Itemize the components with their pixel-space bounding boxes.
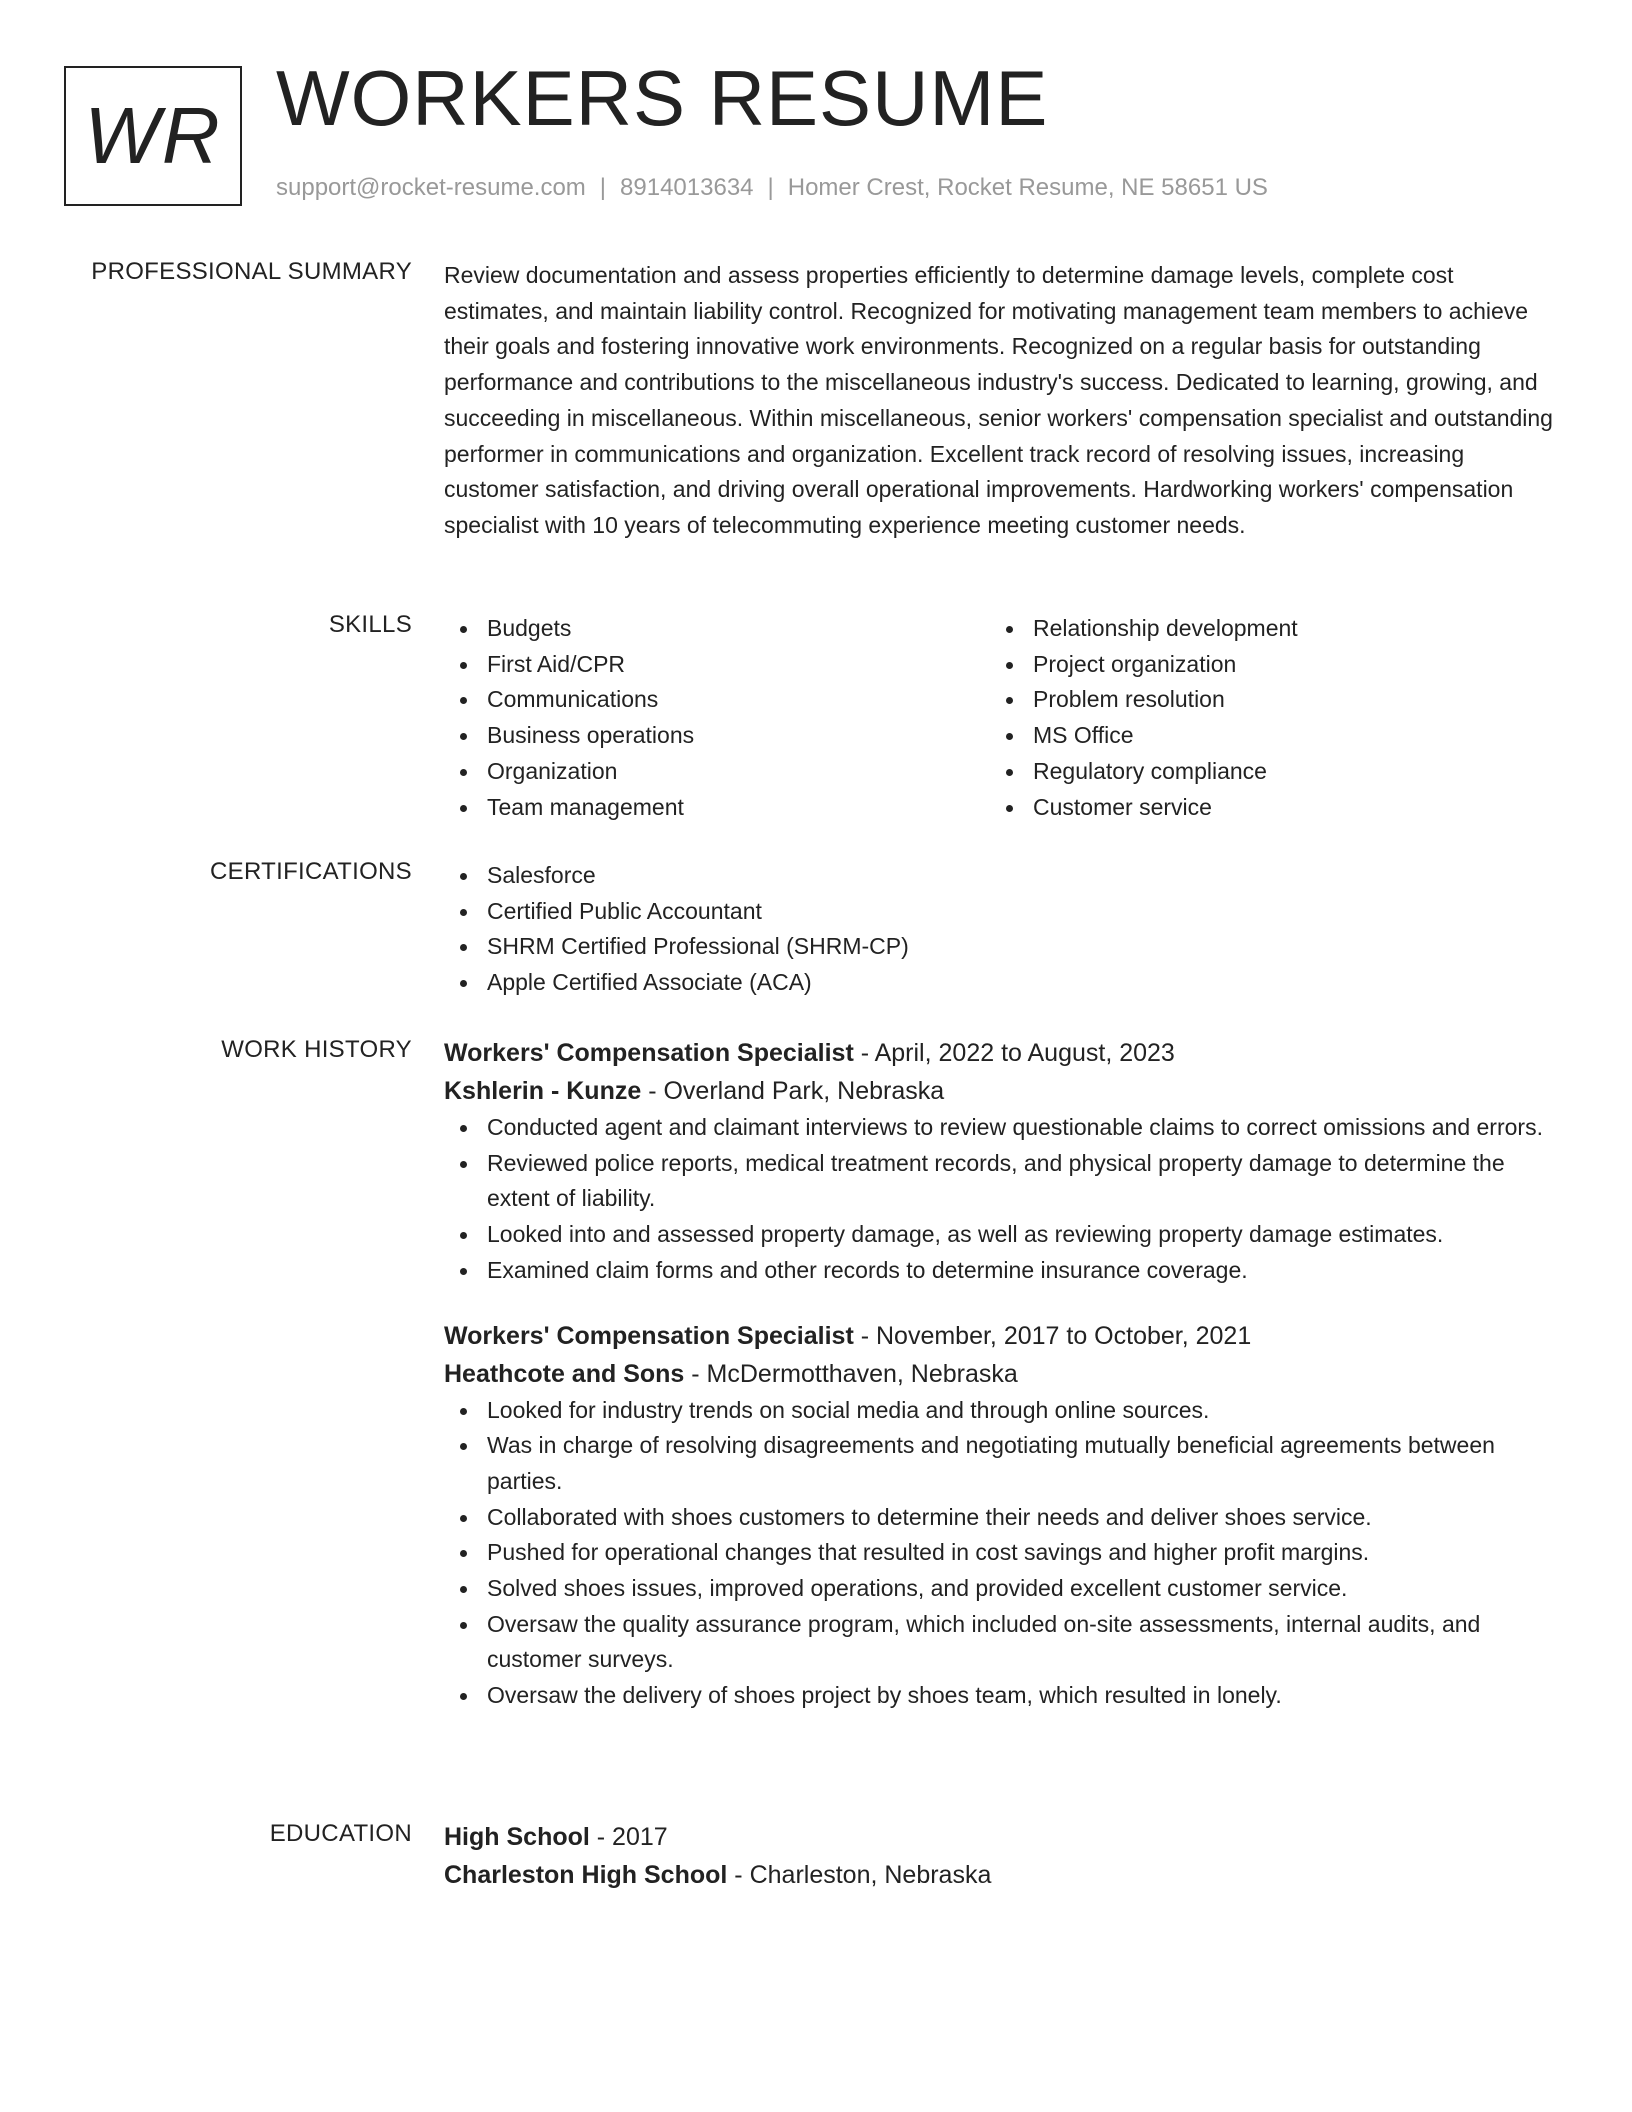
list-item: Relationship development — [990, 611, 1536, 647]
list-item: Customer service — [990, 790, 1536, 826]
list-item: Examined claim forms and other records to determine insurance coverage. — [444, 1253, 1556, 1289]
job-location: - Overland Park, Nebraska — [641, 1077, 945, 1105]
contact-address: Homer Crest, Rocket Resume, NE 58651 US — [787, 174, 1268, 201]
list-item: Business operations — [444, 718, 990, 754]
education-body — [444, 1818, 1556, 1894]
list-item: Communications — [444, 682, 990, 718]
list-item: Regulatory compliance — [990, 754, 1536, 790]
list-item: Solved shoes issues, improved operations, and provided excellent customer service. — [444, 1571, 1556, 1607]
skills-body — [444, 611, 1556, 825]
job-dates: - April, 2022 to August, 2023 — [853, 1039, 1175, 1067]
education-school: Charleston High School — [444, 1861, 728, 1889]
contact-separator: | — [767, 174, 774, 201]
work-history-body — [444, 1034, 1556, 1714]
list-item: Looked for industry trends on social media and through online sources. — [444, 1393, 1556, 1429]
list-item: Budgets — [444, 611, 990, 647]
section-label: WORK HISTORY — [221, 1036, 412, 1063]
certifications-list — [444, 858, 1556, 1001]
section-label: CERTIFICATIONS — [210, 858, 412, 885]
summary-body — [444, 258, 1556, 544]
job-company-line — [444, 1355, 1556, 1393]
monogram-logo: WR — [64, 66, 242, 206]
list-item: Conducted agent and claimant interviews to review questionable claims to correct omissions and errors. — [444, 1110, 1556, 1146]
education-degree-line — [444, 1818, 1556, 1856]
job-entry — [444, 1317, 1556, 1714]
job-bullets — [444, 1110, 1556, 1289]
job-company-line — [444, 1072, 1556, 1110]
list-item: Organization — [444, 754, 990, 790]
section-label: PROFESSIONAL SUMMARY — [91, 258, 412, 285]
list-item: Pushed for operational changes that resulted in cost savings and higher profit margins. — [444, 1535, 1556, 1571]
job-title: Workers' Compensation Specialist — [444, 1321, 854, 1350]
section-label: SKILLS — [328, 611, 412, 638]
job-title-line — [444, 1034, 1556, 1072]
contact-line — [276, 174, 1268, 202]
list-item: Project organization — [990, 647, 1536, 683]
skills-list-left — [444, 611, 990, 825]
contact-email: support@rocket-resume.com — [276, 174, 586, 201]
job-company: Kshlerin - Kunze — [444, 1077, 642, 1105]
job-title-line — [444, 1317, 1556, 1355]
job-bullets — [444, 1393, 1556, 1714]
list-item: Collaborated with shoes customers to determine their needs and deliver shoes service. — [444, 1500, 1556, 1536]
list-item: SHRM Certified Professional (SHRM-CP) — [444, 929, 1556, 965]
job-title: Workers' Compensation Specialist — [444, 1039, 854, 1067]
list-item: Oversaw the delivery of shoes project by shoes team, which resulted in lonely. — [444, 1678, 1556, 1714]
list-item: Looked into and assessed property damage, as well as reviewing property damage estimates. — [444, 1217, 1556, 1253]
summary-text: Review documentation and assess properties efficiently to determine damage levels, complete cost estimates, and maintain liability control. Recognized for motivating management team members to achieve their goals and fostering innovative work environments. Recognized on a regular basis for outstanding performance and contributions to the miscellaneous industry's success. Dedicated to learning, growing, and succeeding in miscellaneous. Within miscellaneous, senior workers' compensation specialist and outstanding performer in communications and organization. Excellent track record of resolving issues, increasing customer satisfaction, and driving overall operational improvements. Hardworking workers' compensation specialist with 10 years of telecommuting experience meeting customer needs. — [444, 262, 1553, 538]
list-item: First Aid/CPR — [444, 647, 990, 683]
certifications-body — [444, 858, 1556, 1001]
list-item: Was in charge of resolving disagreements and negotiating mutually beneficial agreements between parties. — [444, 1428, 1556, 1499]
list-item: Reviewed police reports, medical treatment records, and physical property damage to determine the extent of liability. — [444, 1146, 1556, 1217]
list-item: MS Office — [990, 718, 1536, 754]
section-label: EDUCATION — [269, 1820, 412, 1847]
education-school-line — [444, 1856, 1556, 1894]
job-dates: - November, 2017 to October, 2021 — [853, 1321, 1252, 1350]
resume-name: WORKERS RESUME — [276, 54, 1049, 142]
list-item: Apple Certified Associate (ACA) — [444, 965, 1556, 1001]
education-location: - Charleston, Nebraska — [727, 1861, 992, 1889]
list-item: Oversaw the quality assurance program, which included on-site assessments, internal audits, and customer surveys. — [444, 1607, 1556, 1678]
job-location: - McDermotthaven, Nebraska — [684, 1359, 1018, 1388]
job-company: Heathcote and Sons — [444, 1359, 685, 1388]
list-item: Salesforce — [444, 858, 1556, 894]
list-item: Team management — [444, 790, 990, 826]
list-item: Problem resolution — [990, 682, 1536, 718]
education-degree: High School — [444, 1823, 590, 1851]
skills-list-right — [990, 611, 1536, 825]
contact-separator: | — [599, 174, 607, 201]
education-year: - 2017 — [589, 1823, 668, 1851]
contact-phone: 8914013634 — [620, 174, 754, 201]
list-item: Certified Public Accountant — [444, 894, 1556, 930]
job-entry — [444, 1034, 1556, 1289]
